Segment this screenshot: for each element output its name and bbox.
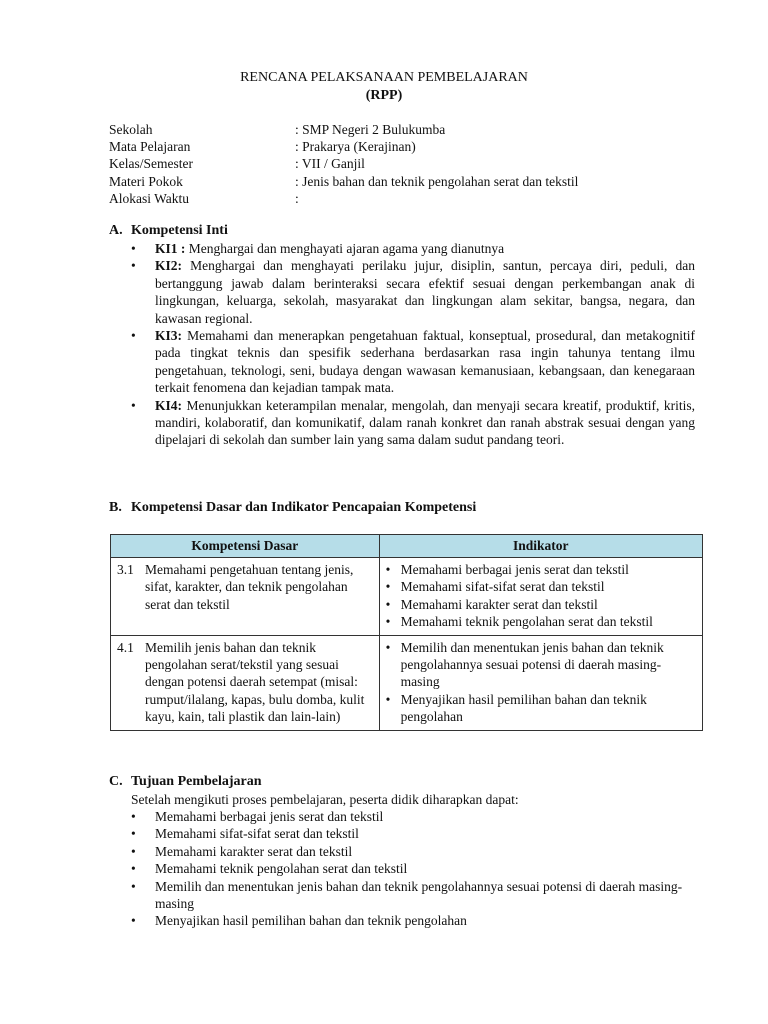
bullet-icon: •	[131, 241, 136, 256]
kd-number: 3.1	[117, 562, 134, 577]
ki-code: KI2:	[155, 258, 182, 274]
info-row-mata-pelajaran	[109, 138, 709, 155]
list-item	[129, 843, 695, 860]
info-row-sekolah	[109, 121, 709, 138]
bullet-icon: •	[131, 826, 136, 842]
bullet-icon: •	[131, 878, 136, 894]
section-title: Tujuan Pembelajaran	[131, 774, 262, 789]
list-item	[129, 912, 695, 929]
list-item	[386, 639, 696, 691]
bullet-icon: •	[131, 397, 136, 413]
list-item	[386, 596, 696, 613]
bullet-icon: •	[385, 691, 391, 707]
ki-text: Menunjukkan keterampilan menalar, mengolah, dan menyaji secara kreatif, produktif, kritis, mandiri, kolaboratif, dan komunikatif, dalam ranah konkret dan ranah abstrak sesuai dengan yang dipelajari di sekolah dan sumber lain yang sama dalam sudut pandang teori.	[155, 397, 695, 448]
title-line-2: (RPP)	[365, 88, 403, 103]
bullet-icon: •	[385, 562, 391, 577]
section-letter: A.	[109, 223, 123, 238]
list-item-ki4	[129, 397, 695, 449]
info-value: : SMP Negeri 2 Bulukumba	[295, 122, 446, 137]
tujuan-text: Memahami berbagai jenis serat dan tekstil	[155, 809, 384, 824]
list-item	[129, 860, 695, 877]
list-item	[129, 825, 695, 842]
bullet-icon: •	[131, 328, 136, 344]
kompetensi-dasar-table	[110, 534, 703, 731]
bullet-icon: •	[385, 639, 391, 655]
indikator-text: Memahami berbagai jenis serat dan tekstil	[400, 562, 629, 577]
indikator-text: Menyajikan hasil pemilihan bahan dan teknik pengolahan	[400, 691, 647, 725]
indikator-text: Memilih dan menentukan jenis bahan dan teknik pengolahannya sesuai potensi di daerah masing-masing	[400, 639, 664, 690]
table-header-row	[111, 535, 703, 558]
tujuan-text: Memahami karakter serat dan tekstil	[155, 843, 353, 859]
section-title: Kompetensi Dasar dan Indikator Pencapaian Kompetensi	[131, 500, 477, 515]
info-label: Kelas/Semester	[109, 156, 193, 172]
indikator-cell	[379, 558, 702, 636]
kd-cell	[111, 635, 380, 730]
tujuan-text: Memahami sifat-sifat serat dan tekstil	[155, 826, 359, 842]
column-header-kompetensi-dasar: Kompetensi Dasar	[111, 535, 380, 558]
indikator-cell	[379, 635, 702, 730]
bullet-icon: •	[131, 913, 136, 929]
ki-code: KI3:	[155, 328, 182, 344]
section-letter: C.	[109, 774, 123, 789]
info-label: Materi Pokok	[109, 173, 183, 189]
section-title: Kompetensi Inti	[131, 223, 228, 238]
column-header-indikator: Indikator	[379, 535, 702, 558]
info-value: :	[295, 190, 299, 206]
info-row-alokasi-waktu	[109, 190, 709, 207]
kd-text: Memahami pengetahuan tentang jenis, sifat, karakter, dan teknik pengolahan serat dan tekstil	[145, 562, 354, 612]
bullet-icon: •	[385, 596, 391, 612]
tujuan-list	[129, 808, 695, 930]
list-item	[386, 561, 696, 578]
kd-cell	[111, 558, 380, 636]
bullet-icon: •	[385, 614, 391, 630]
bullet-icon: •	[131, 809, 136, 824]
info-value: : Prakarya (Kerajinan)	[295, 139, 416, 155]
section-a-heading	[109, 222, 228, 239]
bullet-icon: •	[131, 843, 136, 859]
section-b-heading	[109, 499, 476, 516]
info-label: Sekolah	[109, 122, 153, 137]
tujuan-text: Memilih dan menentukan jenis bahan dan teknik pengolahannya sesuai potensi di daerah masing-masing	[155, 878, 683, 912]
bullet-icon: •	[131, 258, 136, 274]
title-line-1: RENCANA PELAKSANAAN PEMBELAJARAN	[240, 70, 528, 85]
indikator-text: Memahami karakter serat dan tekstil	[400, 596, 598, 612]
section-letter: B.	[109, 500, 122, 515]
kd-number: 4.1	[117, 639, 134, 655]
indikator-list	[386, 639, 696, 726]
ki-code: KI4:	[155, 397, 182, 413]
document-title	[0, 69, 768, 105]
list-item-ki1	[129, 240, 695, 257]
list-item	[129, 878, 695, 913]
indikator-text: Memahami teknik pengolahan serat dan tekstil	[400, 614, 653, 630]
table-row	[111, 558, 703, 636]
bullet-icon: •	[385, 579, 391, 595]
info-value: : Jenis bahan dan teknik pengolahan serat dan tekstil	[295, 173, 579, 189]
ki-text: Memahami dan menerapkan pengetahuan faktual, konseptual, prosedural, dan metakognitif pada tingkat teknis dan spesifik sederhana berdasarkan rasa ingin tahunya tentang ilmu pengetahuan, teknologi, seni, budaya dengan wawasan kemanusiaan, kebangsaan, dan kenegaraan terkait fenomena dan kejadian tampak mata.	[155, 328, 695, 396]
ki-text: Menghargai dan menghayati perilaku jujur, disiplin, santun, percaya diri, peduli, dan bertanggung jawab dalam berinteraksi secara efektif sesuai dengan perkembangan anak di lingkungan, keluarga, sekolah, masyarakat dan lingkungan alam sekitar, bangsa, negara, dan kawasan regional.	[155, 258, 695, 326]
list-item	[129, 808, 695, 825]
list-item-ki3	[129, 327, 695, 397]
info-label: Mata Pelajaran	[109, 139, 191, 155]
table-row	[111, 635, 703, 730]
indikator-text: Memahami sifat-sifat serat dan tekstil	[400, 579, 605, 595]
tujuan-intro: Setelah mengikuti proses pembelajaran, peserta didik diharapkan dapat:	[131, 792, 519, 807]
tujuan-text: Memahami teknik pengolahan serat dan tekstil	[155, 861, 408, 877]
kompetensi-inti-list	[129, 240, 695, 449]
bullet-icon: •	[131, 861, 136, 877]
list-item-ki2	[129, 257, 695, 327]
ki-code: KI1 :	[155, 241, 186, 256]
list-item	[386, 691, 696, 726]
identity-block	[109, 121, 709, 207]
indikator-list	[386, 561, 696, 631]
tujuan-text: Menyajikan hasil pemilihan bahan dan teknik pengolahan	[155, 913, 467, 929]
info-row-materi-pokok	[109, 173, 709, 190]
info-row-kelas-semester	[109, 155, 709, 172]
list-item	[386, 613, 696, 630]
info-label: Alokasi Waktu	[109, 190, 190, 206]
info-value: : VII / Ganjil	[295, 156, 365, 172]
kd-text: Memilih jenis bahan dan teknik pengolahan serat/tekstil yang sesuai dengan potensi daerah setempat (misal: rumput/ilalang, kapas, bulu domba, kulit kayu, kain, tali plastik dan lain-lain)	[145, 639, 365, 725]
list-item	[386, 578, 696, 595]
section-c-heading	[109, 773, 262, 790]
ki-text: Menghargai dan menghayati ajaran agama yang dianutnya	[185, 241, 505, 256]
